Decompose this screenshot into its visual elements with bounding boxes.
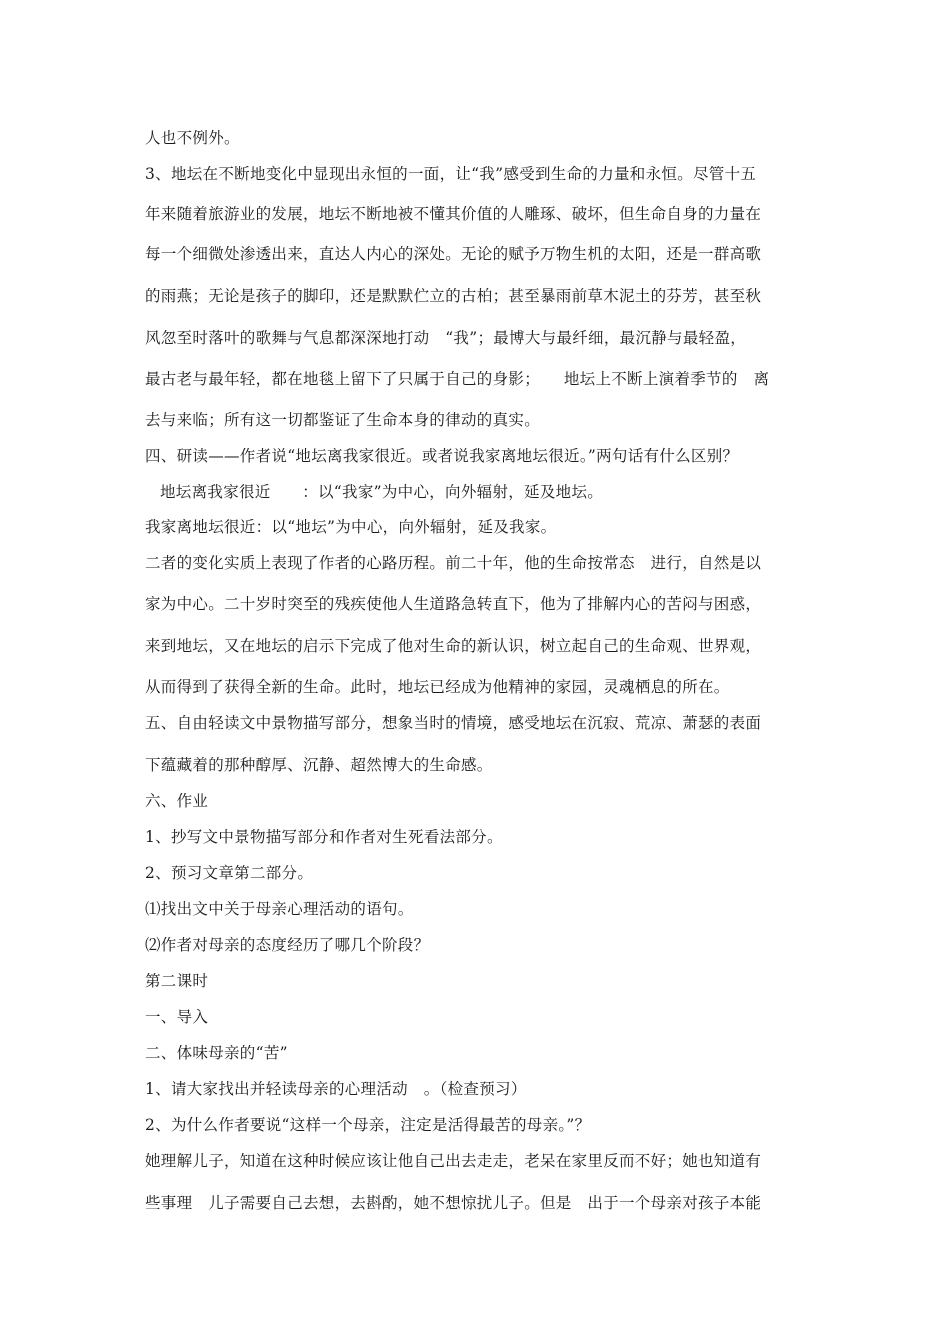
text-line: 年来随着旅游业的发展，地坛不断地被不懂其价值的人雕琢、破坏，但生命自身的力量在 xyxy=(145,205,762,223)
text-line: 每一个细微处渗透出来，直达人内心的深处。无论的赋予万物生机的太阳，还是一群高歌 xyxy=(145,245,762,263)
text-line: 四、研读——作者说“地坛离我家很近。或者说我家离地坛很近。”两句话有什么区别？ xyxy=(145,447,739,465)
text-line: 去与来临；所有这一切都鉴证了生命本身的律动的真实。 xyxy=(145,411,541,429)
text-line: 五、自由轻读文中景物描写部分，想象当时的情境，感受地坛在沉寂、荒凉、萧瑟的表面 xyxy=(145,714,762,732)
text-line: 二者的变化实质上表现了作者的心路历程。前二十年，他的生命按常态 进行，自然是以 xyxy=(145,554,762,572)
text-line: 2、为什么作者要说“这样一个母亲，注定是活得最苦的母亲。”？ xyxy=(145,1116,591,1134)
text-line: 1、抄写文中景物描写部分和作者对生死看法部分。 xyxy=(145,828,503,846)
text-line: 3、地坛在不断地变化中显现出永恒的一面，让“我”感受到生命的力量和永恒。尽管十五 xyxy=(145,165,757,183)
text-line: 来到地坛，又在地坛的启示下完成了他对生命的新认识，树立起自己的生命观、世界观， xyxy=(145,637,762,655)
text-line: 从而得到了获得全新的生命。此时，地坛已经成为他精神的家园，灵魂栖息的所在。 xyxy=(145,678,730,696)
text-line: 些事理 儿子需要自己去想，去斟酌，她不想惊扰儿子。但是 出于一个母亲对孩子本能 xyxy=(145,1194,762,1212)
text-line: 的雨燕；无论是孩子的脚印，还是默默伫立的古柏；甚至暴雨前草木泥土的芬芳，甚至秋 xyxy=(145,287,762,305)
section-heading: 六、作业 xyxy=(145,792,209,810)
text-line: 1、请大家找出并轻读母亲的心理活动 。（检查预习） xyxy=(145,1080,527,1098)
text-line: 人也不例外。 xyxy=(145,129,240,147)
text-line: 她理解儿子，知道在这种时候应该让他自己出去走走，老呆在家里反而不好；她也知道有 xyxy=(145,1152,762,1170)
text-line: 我家离地坛很近：以“地坛”为中心，向外辐射，延及我家。 xyxy=(145,518,557,536)
section-heading: 第二课时 xyxy=(145,972,209,990)
text-line: ⑵作者对母亲的态度经历了哪几个阶段？ xyxy=(145,936,430,954)
text-line: 家为中心。二十岁时突至的残疾使他人生道路急转直下，他为了排解内心的苦闷与困惑， xyxy=(145,595,762,613)
text-line: 2、预习文章第二部分。 xyxy=(145,864,314,882)
text-line: 下蕴藏着的那种醇厚、沉静、超然博大的生命感。 xyxy=(145,756,493,774)
text-line: 最古老与最年轻，都在地毯上留下了只属于自己的身影； 地坛上不断上演着季节的 离 xyxy=(145,370,770,388)
section-heading: 一、导入 xyxy=(145,1008,209,1026)
text-line: 地坛离我家很近 ：以“我家”为中心，向外辐射，延及地坛。 xyxy=(160,483,604,501)
text-line: ⑴找出文中关于母亲心理活动的语句。 xyxy=(145,900,414,918)
section-heading: 二、体味母亲的“苦” xyxy=(145,1044,288,1062)
text-line: 风忽至时落叶的歌舞与气息都深深地打动 “我”；最博大与最纤细，最沉静与最轻盈， xyxy=(145,329,747,347)
